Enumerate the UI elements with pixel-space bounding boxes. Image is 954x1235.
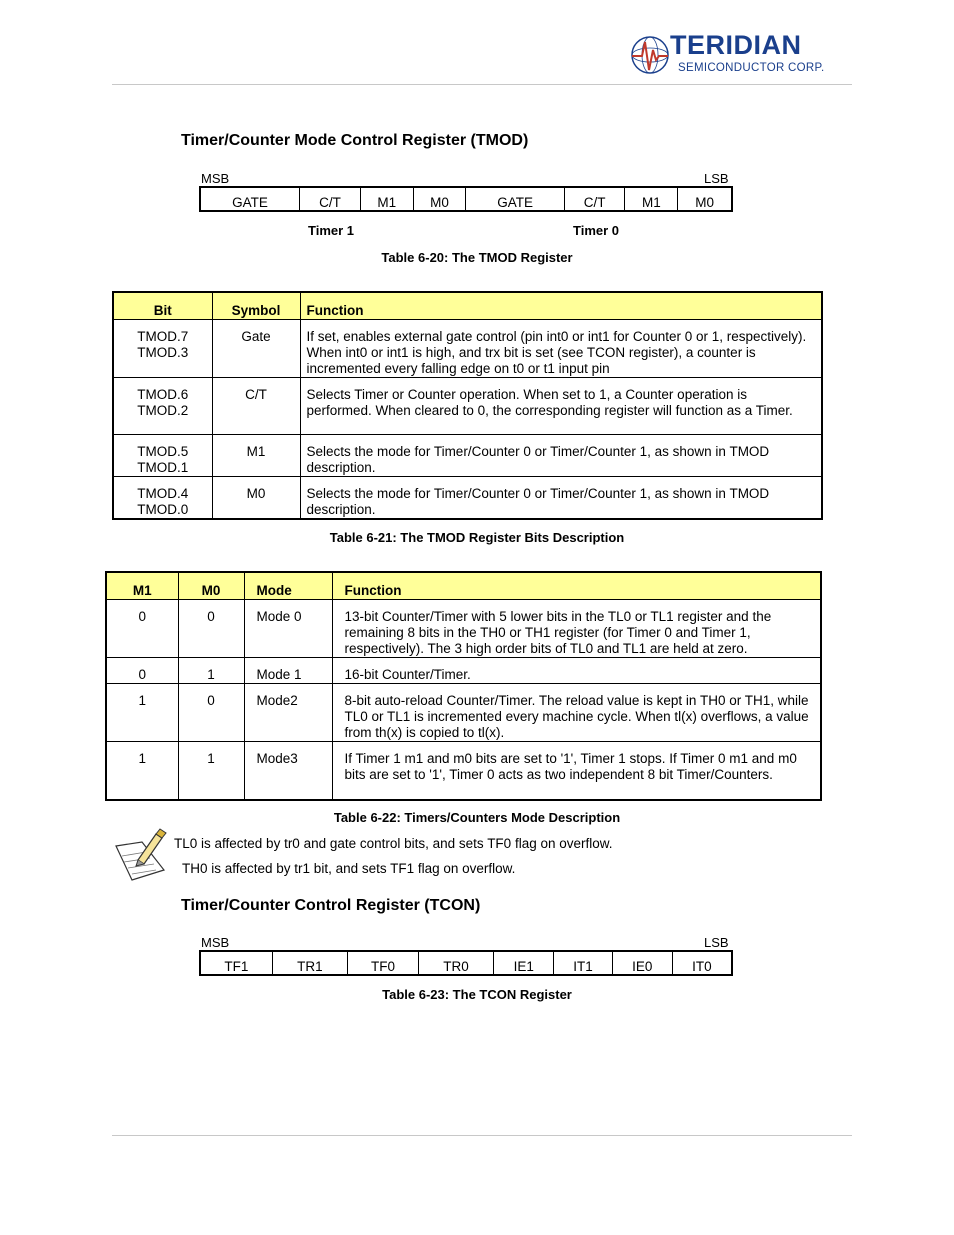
mode-cell: Mode 1 (244, 658, 332, 684)
table-6-22-caption: Table 6-22: Timers/Counters Mode Description (333, 810, 621, 825)
function-cell: 8-bit auto-reload Counter/Timer. The reload value is kept in TH0 or TH1, while TL0 or TL1 is incremented every machine cycle. When tl(x) overflows, a value from th(x) is copied to tl(x). (332, 684, 821, 742)
col-header-symbol: Symbol (212, 292, 300, 320)
tmod-bits-table (112, 291, 823, 520)
tmod-msb-label: MSB (201, 171, 230, 186)
tmod-heading: Timer/Counter Mode Control Register (TMOD) (181, 132, 529, 149)
function-cell: Selects the mode for Timer/Counter 0 or Timer/Counter 1, as shown in TMOD description. (300, 435, 822, 477)
function-cell: If Timer 1 m1 and m0 bits are set to '1', Timer 1 stops. If Timer 0 m1 and m0 bits are set to '1', Timer 0 acts as two independent 8 bit Timer/Counters. (332, 742, 821, 800)
m1-cell: 1 (106, 742, 178, 800)
tmod-bit-cell: GATE (466, 187, 564, 211)
function-cell: 13-bit Counter/Timer with 5 lower bits in the TL0 or TL1 register and the remaining 8 bits in the TH0 or TH1 register (for Timer 0 and Timer 1, respectively). The 3 high order bits of TL0 and TL1 are held at zero. (332, 600, 821, 658)
symbol-cell: M0 (212, 477, 300, 520)
tcon-bit-cell: TF0 (348, 951, 419, 975)
mode-cell: Mode 0 (244, 600, 332, 658)
tcon-bit-cell: TR0 (418, 951, 493, 975)
timer1-group-label: Timer 1 (308, 223, 355, 238)
footer-rule (112, 1135, 852, 1136)
mode-table (105, 571, 822, 801)
tmod-bit-cell: C/T (300, 187, 361, 211)
mode-cell: Mode2 (244, 684, 332, 742)
tcon-bit-cell: IT1 (554, 951, 612, 975)
symbol-cell: C/T (212, 378, 300, 435)
bit-cell: TMOD.7 TMOD.3 (113, 320, 212, 378)
table-row (113, 378, 822, 435)
m0-cell: 1 (178, 742, 244, 800)
col-header-m1: M1 (106, 572, 178, 600)
tmod-lsb-label: LSB (704, 171, 729, 186)
col-header-bit: Bit (113, 292, 212, 320)
tcon-register-table (199, 950, 733, 976)
header-rule (112, 84, 852, 85)
bit-cell: TMOD.4 TMOD.0 (113, 477, 212, 520)
bit-cell: TMOD.6 TMOD.2 (113, 378, 212, 435)
tcon-msb-label: MSB (201, 935, 230, 950)
symbol-cell: M1 (212, 435, 300, 477)
note-line-1: TL0 is affected by tr0 and gate control bits, and sets TF0 flag on overflow. (174, 836, 613, 851)
table-row (106, 658, 821, 684)
table-6-21-caption: Table 6-21: The TMOD Register Bits Description (329, 530, 625, 545)
table-6-23-caption: Table 6-23: The TCON Register (382, 987, 572, 1002)
m0-cell: 1 (178, 658, 244, 684)
function-cell: If set, enables external gate control (pin int0 or int1 for Counter 0 or 1, respectively). When int0 or int1 is high, and trx bit is set (see TCON register), a counter is incremented every falling edge on t0 or t1 input pin (300, 320, 822, 378)
m1-cell: 0 (106, 600, 178, 658)
col-header-function: Function (300, 292, 822, 320)
function-cell: 16-bit Counter/Timer. (332, 658, 821, 684)
bit-cell: TMOD.5 TMOD.1 (113, 435, 212, 477)
timer0-group-label: Timer 0 (573, 223, 620, 238)
table-row (113, 477, 822, 520)
table-row (106, 600, 821, 658)
m0-cell: 0 (178, 600, 244, 658)
tcon-lsb-label: LSB (704, 935, 729, 950)
tcon-bit-cell: TF1 (200, 951, 272, 975)
col-header-mode: Mode (244, 572, 332, 600)
table-row (106, 742, 821, 800)
tmod-bit-cell: M0 (678, 187, 732, 211)
teridian-logo (630, 32, 830, 78)
tmod-bit-cell: M1 (625, 187, 678, 211)
mode-cell: Mode3 (244, 742, 332, 800)
symbol-cell: Gate (212, 320, 300, 378)
function-cell: Selects the mode for Timer/Counter 0 or Timer/Counter 1, as shown in TMOD description. (300, 477, 822, 520)
note-line-2: TH0 is affected by tr1 bit, and sets TF1 flag on overflow. (182, 861, 516, 876)
tcon-heading: Timer/Counter Control Register (TCON) (181, 897, 481, 914)
tcon-bit-cell: IT0 (672, 951, 732, 975)
table-6-20-caption: Table 6-20: The TMOD Register (381, 250, 573, 265)
tcon-bit-cell: TR1 (272, 951, 347, 975)
note-pen-icon (112, 826, 168, 884)
tmod-bit-cell: GATE (200, 187, 300, 211)
tmod-register-table (199, 186, 733, 212)
logo-subtitle: SEMICONDUCTOR CORP. (678, 62, 825, 74)
function-cell: Selects Timer or Counter operation. When set to 1, a Counter operation is performed. When cleared to 0, the corresponding register will function as a Timer. (300, 378, 822, 435)
table-row (106, 684, 821, 742)
logo-globe-icon (630, 34, 672, 76)
m1-cell: 1 (106, 684, 178, 742)
tcon-bit-cell: IE1 (494, 951, 554, 975)
tmod-bit-cell: M0 (413, 187, 466, 211)
table-row (113, 320, 822, 378)
table-row (113, 435, 822, 477)
col-header-function: Function (332, 572, 821, 600)
m1-cell: 0 (106, 658, 178, 684)
m0-cell: 0 (178, 684, 244, 742)
tcon-bit-cell: IE0 (612, 951, 672, 975)
col-header-m0: M0 (178, 572, 244, 600)
logo-wordmark: TERIDIAN (670, 30, 802, 60)
tmod-bit-cell: M1 (360, 187, 413, 211)
tmod-bit-cell: C/T (564, 187, 625, 211)
